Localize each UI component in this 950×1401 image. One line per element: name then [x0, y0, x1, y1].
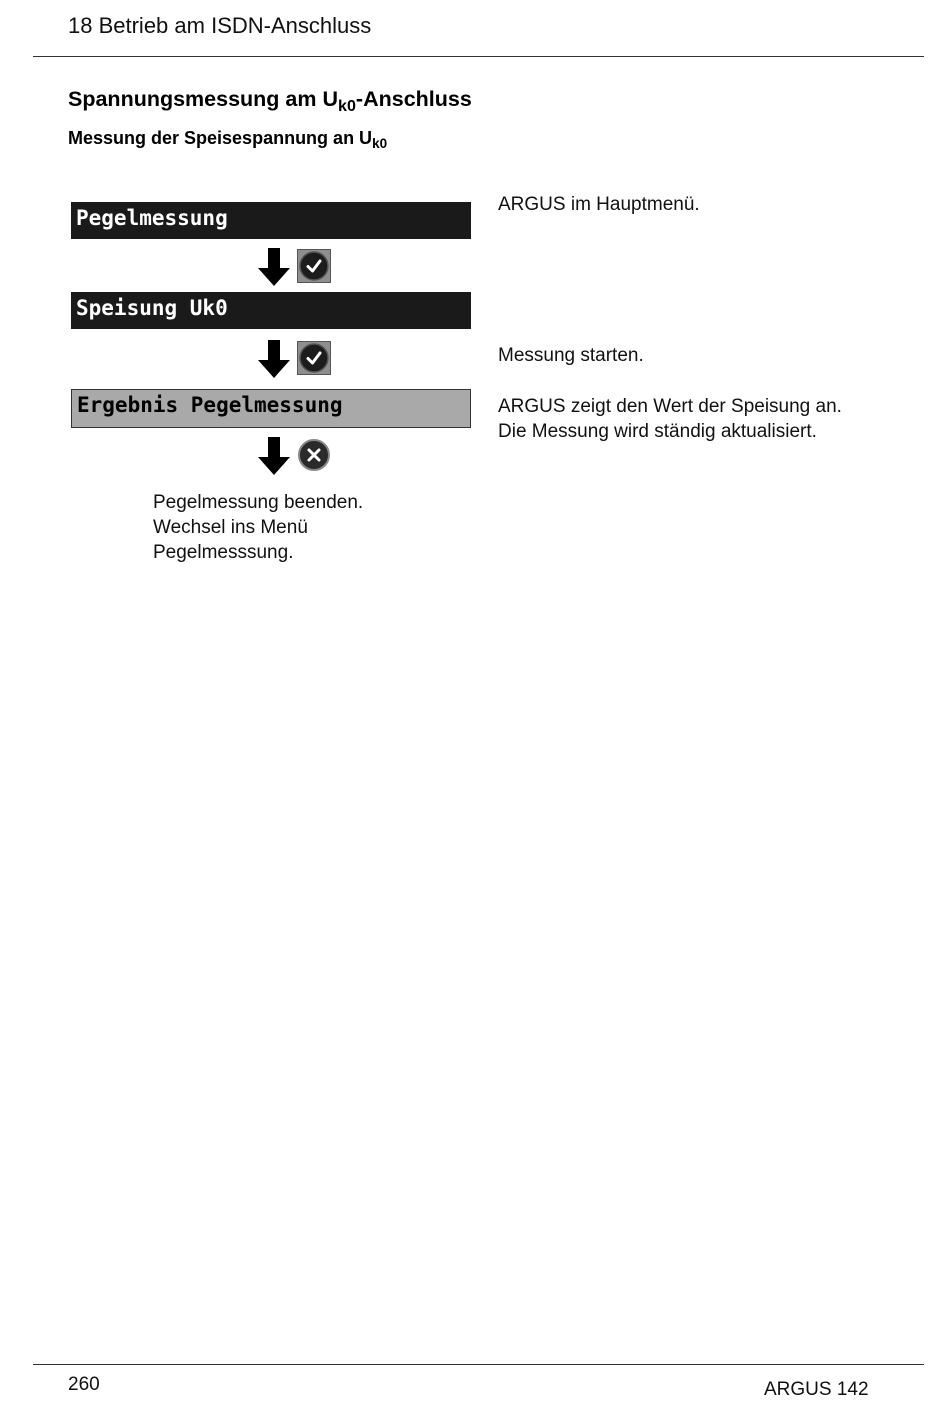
step-2 [258, 340, 338, 380]
lcd-screen-ergebnis: Ergebnis Pegelmessung [71, 389, 471, 428]
description-result-line: ARGUS zeigt den Wert der Speisung an. [498, 396, 842, 417]
header-divider [33, 56, 924, 57]
down-arrow-icon [258, 340, 290, 378]
cancel-key-icon [297, 438, 331, 472]
section-subtitle-text: Messung der Speisespannung an U [68, 128, 373, 148]
step-3 [258, 437, 338, 477]
section-title [68, 87, 472, 115]
section-title-text: Spannungsmessung am U [68, 87, 338, 111]
description-start: Messung starten. [498, 345, 644, 366]
check-key-icon [297, 249, 331, 283]
down-arrow-icon [258, 437, 290, 475]
product-name: ARGUS 142 [764, 1379, 869, 1400]
section-subtitle [68, 128, 388, 152]
lcd-screen-speisung: Speisung Uk0 [71, 292, 471, 329]
end-note-line: Pegelmessung beenden. [153, 492, 364, 513]
end-note [153, 490, 363, 565]
section-subtitle-subscript: k0 [372, 136, 388, 152]
step-1 [258, 248, 338, 288]
down-arrow-icon [258, 248, 290, 286]
lcd-screen-pegelmessung: Pegelmessung [71, 202, 471, 239]
end-note-line: Pegelmesssung. [153, 542, 294, 563]
description-result [498, 394, 842, 444]
page-number: 260 [68, 1374, 100, 1395]
footer-divider [33, 1364, 924, 1365]
section-title-suffix: -Anschluss [355, 87, 472, 111]
description-main-menu: ARGUS im Hauptmenü. [498, 194, 700, 215]
check-key-icon [297, 341, 331, 375]
description-result-line: Die Messung wird ständig aktualisiert. [498, 421, 817, 442]
end-note-line: Wechsel ins Menü [153, 517, 308, 538]
section-title-subscript: k0 [338, 96, 356, 115]
chapter-header: 18 Betrieb am ISDN-Anschluss [68, 13, 372, 38]
